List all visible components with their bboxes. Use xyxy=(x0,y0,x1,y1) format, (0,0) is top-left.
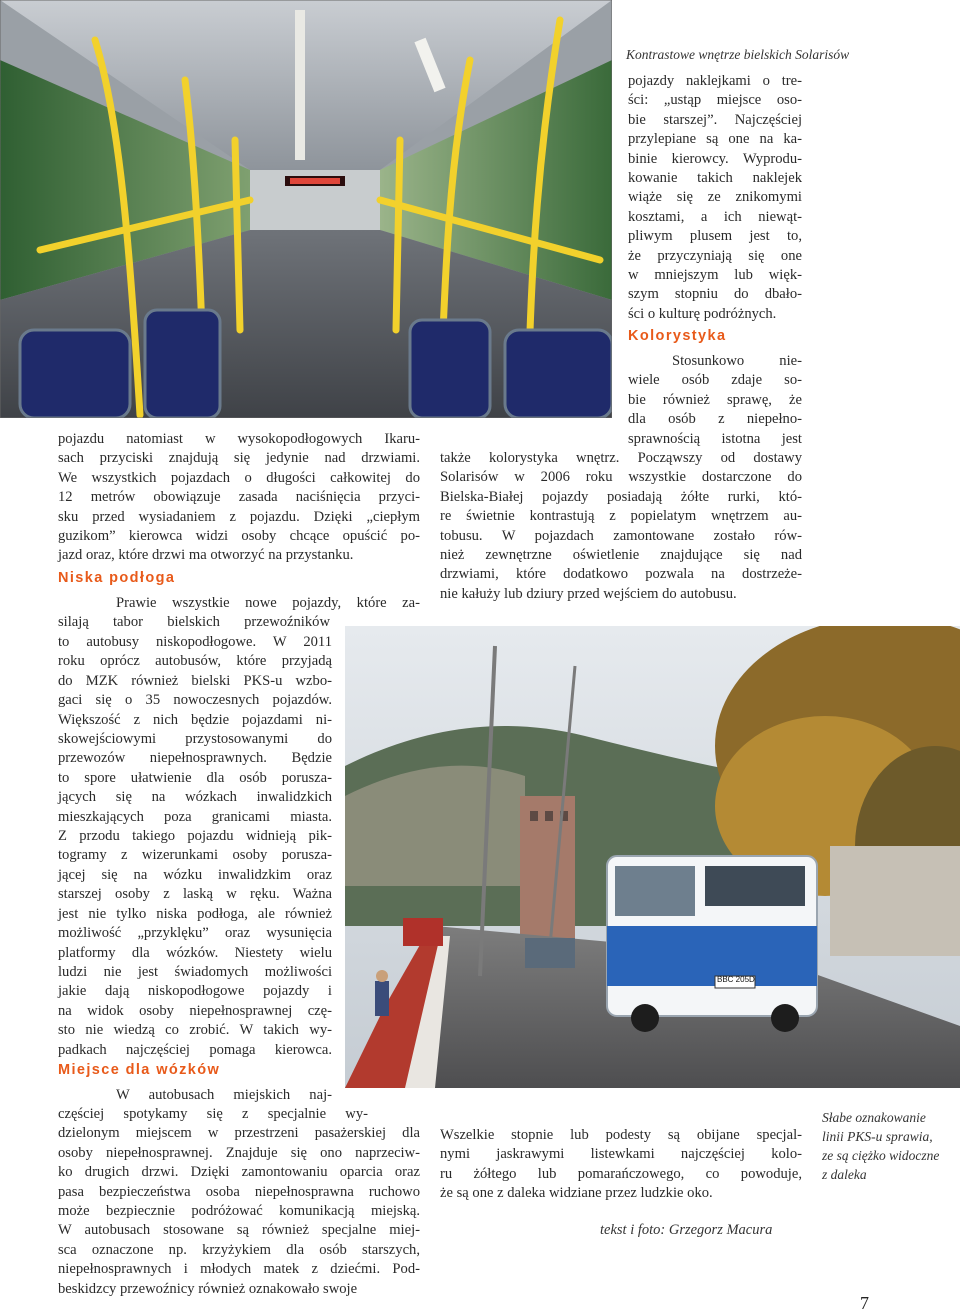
text-line: binie kierowcy. Wyprodu- xyxy=(628,150,802,167)
text-line: sprawnością istotna jest xyxy=(628,430,802,447)
top-photo-caption: Kontrastowe wnętrze bielskich Solarisów xyxy=(626,47,850,62)
text-line: na widok osoby niepełnosprawnej czę- xyxy=(58,1002,332,1019)
text-line: wiąże się ze znikomymi xyxy=(628,189,802,206)
text-line: może bezpiecznie podróżować komunikacją miejską. xyxy=(58,1203,420,1220)
text-line: ludzi nie jest świadomych możliwości xyxy=(58,963,332,980)
text-line: We wszystkich pojazdach o długości całkowitej do xyxy=(58,469,420,486)
caption-line: Słabe oznakowanie xyxy=(822,1110,926,1125)
text-line: nież zewnętrzne oświetlenie znajdujące się nad xyxy=(440,547,802,564)
kolorystyka-wide-text xyxy=(440,449,802,604)
caption-line: ze są ciężko widoczne xyxy=(822,1148,940,1163)
text-line: pojazdu natomiast w wysokopodłogowych Ikaru- xyxy=(58,431,420,447)
text-line: sach przyciski znajdują się jedynie nad drzwiami. xyxy=(58,450,420,467)
text-line: Bielska-Białej pojazdy posiadają żółte rurki, któ- xyxy=(440,488,802,505)
niska-body-text xyxy=(58,633,332,1060)
text-line: drzwiami, które dodatkowo pozwala na dostrzeże- xyxy=(440,566,802,583)
text-line: możliwość „przyklęku” oraz wysunięcia xyxy=(58,925,332,942)
text-line: tobusu. W pojazdach zamontowane zostało rów- xyxy=(440,527,802,544)
text-line: starszej osoby z laską w ręku. Ważna xyxy=(58,886,332,903)
text-line: jazd oraz, które drzwi ma otworzyć na przystanku. xyxy=(58,547,354,564)
text-line: przewozów niepełnosprawnych. Będzie xyxy=(58,750,332,767)
text-line: jącej się na wózku inwalidzkim oraz xyxy=(58,866,332,883)
text-line: dzielonym miejscem w przestrzeni pasażerskiej dla xyxy=(58,1125,420,1142)
text-line: platformy dla wózków. Niestety wielu xyxy=(58,944,332,961)
text-line: Z przodu takiego pojazdu widnieją pik- xyxy=(58,828,332,845)
author-credit: tekst i foto: Grzegorz Macura xyxy=(600,1222,773,1238)
text-line: silają tabor bielskich przewoźników xyxy=(58,614,330,631)
text-line: gaci się o 35 nowoczesnych pojazdów. xyxy=(58,692,332,709)
text-line: nymi jaskrawymi listewkami najczęściej kolo- xyxy=(440,1146,802,1163)
text-line: dla osób z niepełno- xyxy=(628,411,802,428)
text-line: kowanie takich naklejek xyxy=(628,170,802,187)
miejsce-first-text xyxy=(58,1086,332,1105)
text-line: W autobusach miejskich naj- xyxy=(116,1087,332,1103)
text-line: bie również sprawę, że xyxy=(628,391,802,408)
text-line: nie kałuży lub dziury przed wejściem do autobusu. xyxy=(440,585,737,602)
text-line: Stosunkowo nie- xyxy=(672,353,802,369)
text-line: bie starszej”. Najczęściej xyxy=(628,111,802,128)
text-line: szym stopniu do dbało- xyxy=(628,286,802,303)
text-line: Większość z nich będzie pojazdami ni- xyxy=(58,711,332,728)
text-line: pojazdy naklejkami o tre- xyxy=(628,73,802,89)
text-line: mieszkających poza granicami miasta. xyxy=(58,808,332,825)
text-line: sto nie wiedzą co zrobić. W takich wy- xyxy=(58,1022,332,1039)
text-line: padkach najczęściej pomaga kierowca. xyxy=(58,1041,332,1058)
text-line: roku oprócz autobusów, które przyjadą xyxy=(58,653,332,670)
text-line: że są one z daleka widziane przez ludzkie oko. xyxy=(440,1185,713,1202)
text-line: częściej spotykamy się z specjalnie wy- xyxy=(58,1106,368,1122)
text-line: ru żółtego lub pomarańczowego, co powoduje, xyxy=(440,1165,802,1182)
miejsce-dla-wozkow-heading: Miejsce dla wózków xyxy=(58,1062,221,1078)
bottom-photo-caption xyxy=(822,1108,958,1184)
bus-license-plate: BBC 205D xyxy=(717,975,755,984)
text-line: ści o kulturę podróżnych. xyxy=(628,305,777,322)
text-line: ko drugich drzwi. Dzięki zamontowaniu oparcia oraz xyxy=(58,1164,420,1181)
street-bus-photo xyxy=(345,626,960,1088)
text-line: sku przed wysiadaniem z pojazdu. Dzięki „ciepłym xyxy=(58,508,420,525)
text-line: sca oznaczone np. krzyżykiem dla osób starszych, xyxy=(58,1241,420,1258)
text-line: beskidzcy przewoźnicy również oznakowało swoje xyxy=(58,1280,358,1297)
text-line: ści: „ustąp miejsce oso- xyxy=(628,92,802,109)
text-line: to spore ułatwienie dla osób porusza- xyxy=(58,769,332,786)
text-line: re świetnie kontrastują z popielatym wnętrzem au- xyxy=(440,508,802,525)
text-line: Solarisów w 2006 roku wszystkie dostarczone do xyxy=(440,469,802,486)
text-line: to autobusy niskopodłogowe. W 2011 xyxy=(58,634,332,650)
text-line: jących się na wózkach inwalidzkich xyxy=(58,789,332,806)
text-line: także kolorystyka wnętrz. Począwszy od dostawy xyxy=(440,450,802,466)
page-number: 7 xyxy=(860,1293,869,1313)
caption-line: linii PKS-u sprawia, xyxy=(822,1129,933,1144)
niska-podloga-heading: Niska podłoga xyxy=(58,570,176,586)
text-line: pliwym plusem jest to, xyxy=(628,228,802,245)
text-line: Prawie wszystkie nowe pojazdy, które za- xyxy=(116,595,420,611)
text-line: guzikom” kierowca widzi osoby chcące opuścić po- xyxy=(58,528,420,545)
text-line: niepełnosprawnych i młodych matek z dziećmi. Pod- xyxy=(58,1261,420,1278)
text-line: skowejściowymi przystosowanymi do xyxy=(58,731,332,748)
text-line: osoby niepełnosprawnej. Znajduje się ono naprzeciw- xyxy=(58,1144,420,1161)
right-bottom-text xyxy=(440,1126,802,1204)
text-line: że przyczyniają się one xyxy=(628,247,802,264)
text-line: w mniejszym lub więk- xyxy=(628,267,802,284)
text-line: Wszelkie stopnie lub podesty są obijane specjal- xyxy=(440,1127,802,1143)
text-line: W autobusach stosowane są również specjalne miej- xyxy=(58,1222,420,1239)
text-line: kosztami, a ich niewąt- xyxy=(628,208,802,225)
text-line: wiele osób zdaje so- xyxy=(628,372,802,389)
right-top-text xyxy=(628,72,802,324)
text-line: jest nie tylko niska podłoga, ale również xyxy=(58,905,332,922)
text-line: jakie dają niskopodłogowe pojazdy i xyxy=(58,983,332,1000)
text-line: do MZK również bielski PKS-u wzbo- xyxy=(58,672,332,689)
text-line: 12 metrów obowiązuje zasada naciśnięcia przyci- xyxy=(58,489,420,506)
bus-interior-photo xyxy=(0,0,612,418)
miejsce-body-text xyxy=(58,1105,420,1299)
caption-line: z daleka xyxy=(822,1167,867,1182)
text-line: pasa bezpieczeństwa osoba niepełnosprawna ruchowo xyxy=(58,1183,420,1200)
text-line: przylepiane są one na ka- xyxy=(628,131,802,148)
left-intro-text xyxy=(58,430,420,566)
kolorystyka-narrow-text xyxy=(628,352,802,449)
kolorystyka-heading: Kolorystyka xyxy=(628,328,727,344)
text-line: togramy z wizerunkami osoby porusza- xyxy=(58,847,332,864)
